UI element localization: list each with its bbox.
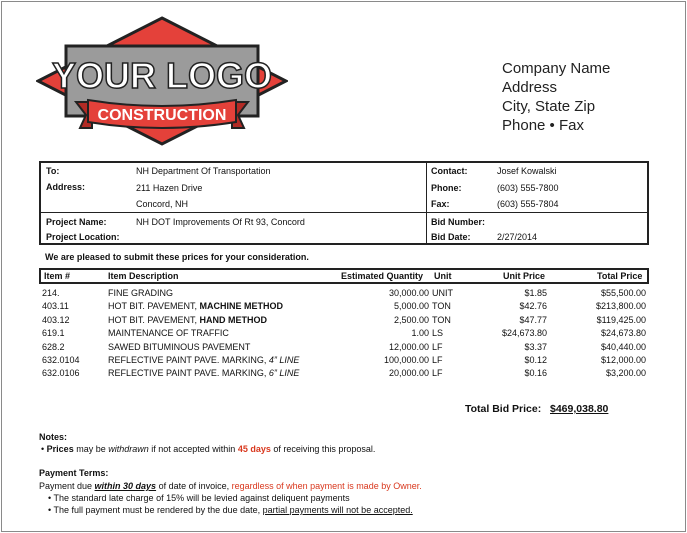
row-item: 403.12 [42,314,70,325]
payment-terms-line [39,480,659,492]
company-info [502,59,610,135]
row-desc-text: FINE GRADING [108,288,174,298]
row-item: 632.0106 [42,368,80,379]
total-bid-value: $469,038.80 [550,403,609,415]
table-row [39,288,649,301]
row-desc-line: 6” LINE [268,368,300,379]
note-text: may be [73,444,109,454]
company-logo [36,16,288,146]
payment-text: Payment due [39,481,95,491]
items-table-body [39,288,649,382]
row-quantity: 20,000.00 [388,368,429,379]
payment-partial: partial payments will not be accepted. [262,505,413,515]
row-description [108,301,283,311]
row-unit: TON [432,314,451,325]
note-text: if not accepted within [148,444,238,454]
header-unit-price: Unit Price [503,271,546,281]
row-total: $40,440.00 [600,341,646,352]
row-desc-text: MAINTENANCE OF TRAFFIC [108,328,229,339]
payment-bullet [39,492,659,504]
row-unit-price: $3.37 [524,341,547,352]
row-unit: TON [432,301,451,312]
row-description [108,328,229,338]
bid-number-label: Bid Number: [431,217,485,227]
notes-section [39,431,659,516]
row-desc-method: HAND METHOD [199,314,268,325]
logo-main-text: YOUR LOGO [51,55,273,96]
note-item [39,443,659,455]
company-address: Address [502,79,558,96]
to-value: NH Department Of Transportation [136,166,271,176]
row-desc-text: REFLECTIVE PAINT PAVE. MARKING, [108,354,269,365]
bid-date-label: Bid Date: [431,232,471,242]
payment-heading: Payment Terms: [39,468,109,478]
row-desc-text: HOT BIT. PAVEMENT, [108,301,200,312]
bid-document [1,1,686,532]
row-desc-text: HOT BIT. PAVEMENT, [108,314,200,325]
row-desc-text: SAWED BITUMINOUS PAVEMENT [108,341,251,352]
row-total: $3,200.00 [605,368,646,379]
info-horizontal-divider [41,212,647,213]
note-days: 45 days [237,444,271,454]
fax-value: (603) 555-7804 [497,199,559,209]
row-unit: LF [432,341,443,352]
contact-label: Contact: [431,166,468,176]
row-quantity: 1.00 [411,328,429,339]
row-total: $213,800.00 [595,301,646,312]
total-bid-label: Total Bid Price: [465,403,542,415]
row-unit: LF [432,368,443,379]
row-quantity: 2,500.00 [393,314,429,325]
row-unit-price: $42.76 [519,301,547,312]
payment-within-days: within 30 days [94,481,157,491]
note-text: of receiving this proposal. [270,444,376,454]
intro-text: We are pleased to submit these prices for your consideration. [45,252,309,262]
bullet-icon: • [48,493,52,503]
project-name-label: Project Name: [46,217,107,227]
address-line1: 211 Hazen Drive [136,183,203,193]
company-phone-fax: Phone • Fax [502,117,584,134]
notes-heading: Notes: [39,432,68,442]
header-total: Total Price [597,271,643,281]
project-location-label: Project Location: [46,232,120,242]
phone-value: (603) 555-7800 [497,183,559,193]
table-row [39,368,649,381]
note-withdrawn: withdrawn [108,444,149,454]
fax-label: Fax: [431,199,450,209]
contact-value: Josef Kowalski [497,166,557,176]
payment-late-charge: The standard late charge of 15% will be levied against deliquent payments [53,493,350,503]
row-item: 628.2 [42,341,65,352]
row-unit: LS [432,328,444,339]
payment-regardless: regardless of when payment is made by Owner. [231,481,422,491]
row-quantity: 100,000.00 [383,354,429,365]
row-total: $55,500.00 [600,288,646,298]
row-item: 403.11 [42,301,69,312]
row-quantity: 30,000.00 [388,288,429,298]
row-description [108,368,299,378]
bid-date-value: 2/27/2014 [497,232,538,242]
row-unit: LF [432,354,443,365]
row-quantity: 5,000.00 [393,301,429,312]
row-item: 214. [42,288,60,298]
row-unit-price: $1.85 [524,288,547,298]
logo-graphic [36,16,288,146]
header-unit: Unit [434,271,452,281]
row-total: $24,673.80 [600,328,646,339]
row-unit-price: $0.16 [524,368,547,379]
row-quantity: 12,000.00 [388,341,429,352]
note-prices: Prices [46,444,74,454]
payment-full-payment: The full payment must be rendered by the due date, [53,505,263,515]
row-unit-price: $47.77 [519,314,547,325]
row-description [108,342,250,352]
info-vertical-divider [426,163,427,243]
table-row [39,342,649,355]
bullet-icon: • [41,444,45,454]
row-desc-method: MACHINE METHOD [199,301,284,312]
row-unit-price: $24,673.80 [501,328,547,339]
company-city: City, State Zip [502,98,596,115]
address-line2: Concord, NH [136,199,189,209]
payment-text: of date of invoice, [156,481,232,491]
row-description [108,355,299,365]
table-row [39,301,649,314]
to-label: To: [46,166,60,176]
table-row [39,355,649,368]
items-table-header [39,268,649,284]
row-unit-price: $0.12 [524,354,547,365]
payment-bullet [39,504,659,516]
recipient-info-box [39,161,649,245]
header-quantity: Estimated Quantity [341,271,424,281]
row-desc-text: REFLECTIVE PAINT PAVE. MARKING, [108,368,269,379]
row-total: $119,425.00 [596,314,646,325]
phone-label: Phone: [431,183,462,193]
row-item: 619.1 [42,328,65,339]
header-description: Item Description [108,271,179,281]
row-description [108,288,173,298]
logo-ribbon-text: CONSTRUCTION [97,107,227,124]
address-label: Address: [46,182,86,192]
header-item: Item # [44,271,71,281]
row-desc-line: 4” LINE [268,354,300,365]
company-name: Company Name [502,60,611,77]
table-row [39,315,649,328]
row-total: $12,000.00 [600,354,646,365]
table-row [39,328,649,341]
row-item: 632.0104 [42,354,80,365]
row-description [108,315,267,325]
row-unit: UNIT [432,288,453,298]
project-name-value: NH DOT Improvements Of Rt 93, Concord [136,217,305,227]
bullet-icon: • [48,505,52,515]
